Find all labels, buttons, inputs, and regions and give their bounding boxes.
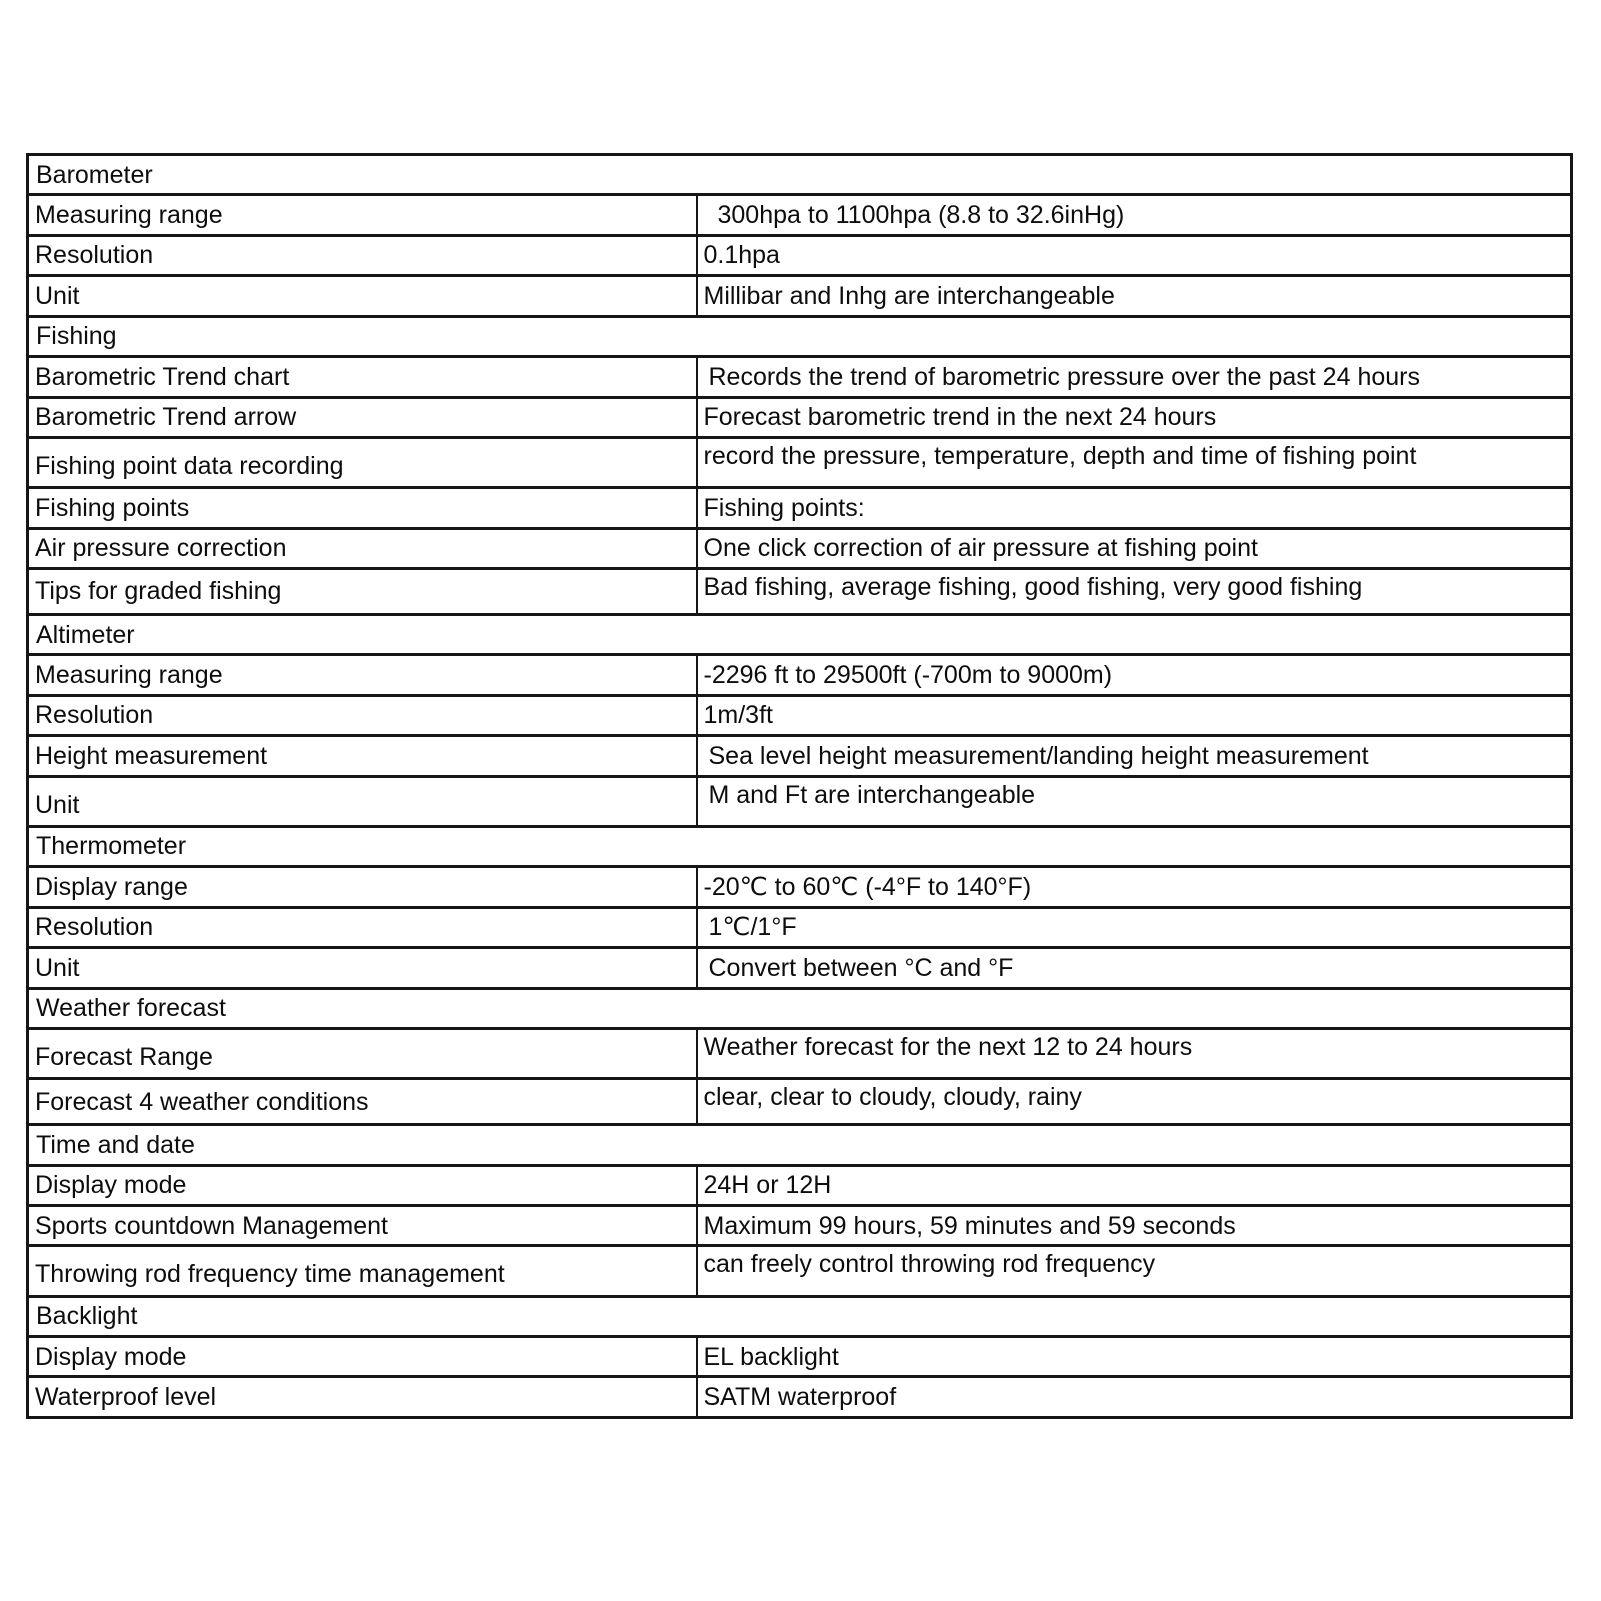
- spec-label: Barometric Trend arrow: [28, 397, 697, 437]
- product-spec-table: [26, 153, 1573, 1419]
- spec-row: [28, 1029, 1572, 1079]
- spec-row: [28, 488, 1572, 528]
- spec-value: One click correction of air pressure at fishing point: [697, 528, 1572, 568]
- spec-label: Unit: [28, 948, 697, 988]
- spec-value: Maximum 99 hours, 59 minutes and 59 seconds: [697, 1206, 1572, 1246]
- spec-value: record the pressure, temperature, depth and time of fishing point: [697, 438, 1572, 488]
- section-title: Fishing: [28, 316, 1572, 356]
- spec-value: 1m/3ft: [697, 695, 1572, 735]
- spec-row: [28, 195, 1572, 235]
- spec-row: [28, 528, 1572, 568]
- spec-row: [28, 1206, 1572, 1246]
- spec-label: Forecast 4 weather conditions: [28, 1079, 697, 1125]
- spec-value: clear, clear to cloudy, cloudy, rainy: [697, 1079, 1572, 1125]
- section-row-thermometer: [28, 826, 1572, 866]
- spec-row: [28, 1377, 1572, 1418]
- spec-value: SATM waterproof: [697, 1377, 1572, 1418]
- spec-value: Forecast barometric trend in the next 24 hours: [697, 397, 1572, 437]
- spec-row: [28, 235, 1572, 275]
- spec-value: EL backlight: [697, 1337, 1572, 1377]
- spec-value: 1℃/1°F: [697, 907, 1572, 947]
- spec-label: Forecast Range: [28, 1029, 697, 1079]
- spec-value: 0.1hpa: [697, 235, 1572, 275]
- spec-label: Throwing rod frequency time management: [28, 1246, 697, 1296]
- spec-label: Resolution: [28, 695, 697, 735]
- spec-label: Resolution: [28, 235, 697, 275]
- spec-row: [28, 736, 1572, 776]
- spec-label: Fishing point data recording: [28, 438, 697, 488]
- spec-label: Barometric Trend chart: [28, 357, 697, 397]
- section-title: Thermometer: [28, 826, 1572, 866]
- spec-label: Fishing points: [28, 488, 697, 528]
- spec-value: -2296 ft to 29500ft (-700m to 9000m): [697, 655, 1572, 695]
- spec-value: Weather forecast for the next 12 to 24 hours: [697, 1029, 1572, 1079]
- spec-label: Display mode: [28, 1165, 697, 1205]
- spec-value: M and Ft are interchangeable: [697, 776, 1572, 826]
- spec-row: [28, 438, 1572, 488]
- section-row-time-and-date: [28, 1125, 1572, 1165]
- spec-value: Sea level height measurement/landing height measurement: [697, 736, 1572, 776]
- spec-value: Bad fishing, average fishing, good fishing, very good fishing: [697, 569, 1572, 615]
- spec-label: Tips for graded fishing: [28, 569, 697, 615]
- section-row-fishing: [28, 316, 1572, 356]
- section-row-barometer: [28, 155, 1572, 195]
- spec-row: [28, 1079, 1572, 1125]
- spec-row: [28, 397, 1572, 437]
- spec-value: can freely control throwing rod frequency: [697, 1246, 1572, 1296]
- section-title: Backlight: [28, 1296, 1572, 1336]
- spec-value: 24H or 12H: [697, 1165, 1572, 1205]
- spec-row: [28, 1246, 1572, 1296]
- spec-row: [28, 695, 1572, 735]
- spec-label: Display range: [28, 867, 697, 907]
- spec-value: Fishing points:: [697, 488, 1572, 528]
- spec-label: Air pressure correction: [28, 528, 697, 568]
- section-row-altimeter: [28, 615, 1572, 655]
- spec-label: Unit: [28, 276, 697, 316]
- spec-value: Records the trend of barometric pressure over the past 24 hours: [697, 357, 1572, 397]
- spec-row: [28, 655, 1572, 695]
- section-row-backlight: [28, 1296, 1572, 1336]
- spec-row: [28, 1337, 1572, 1377]
- spec-row: [28, 276, 1572, 316]
- spec-row: [28, 357, 1572, 397]
- spec-row: [28, 948, 1572, 988]
- spec-row: [28, 907, 1572, 947]
- spec-value: -20℃ to 60℃ (-4°F to 140°F): [697, 867, 1572, 907]
- spec-label: Measuring range: [28, 195, 697, 235]
- spec-label: Unit: [28, 776, 697, 826]
- spec-value: 300hpa to 1100hpa (8.8 to 32.6inHg): [697, 195, 1572, 235]
- spec-label: Height measurement: [28, 736, 697, 776]
- spec-label: Measuring range: [28, 655, 697, 695]
- spec-row: [28, 569, 1572, 615]
- section-title: Barometer: [28, 155, 1572, 195]
- spec-value: Convert between °C and °F: [697, 948, 1572, 988]
- spec-label: Resolution: [28, 907, 697, 947]
- spec-value: Millibar and Inhg are interchangeable: [697, 276, 1572, 316]
- spec-label: Waterproof level: [28, 1377, 697, 1418]
- spec-row: [28, 776, 1572, 826]
- section-title: Time and date: [28, 1125, 1572, 1165]
- section-row-weather-forecast: [28, 988, 1572, 1028]
- section-title: Altimeter: [28, 615, 1572, 655]
- spec-row: [28, 1165, 1572, 1205]
- spec-label: Display mode: [28, 1337, 697, 1377]
- section-title: Weather forecast: [28, 988, 1572, 1028]
- spec-row: [28, 867, 1572, 907]
- spec-label: Sports countdown Management: [28, 1206, 697, 1246]
